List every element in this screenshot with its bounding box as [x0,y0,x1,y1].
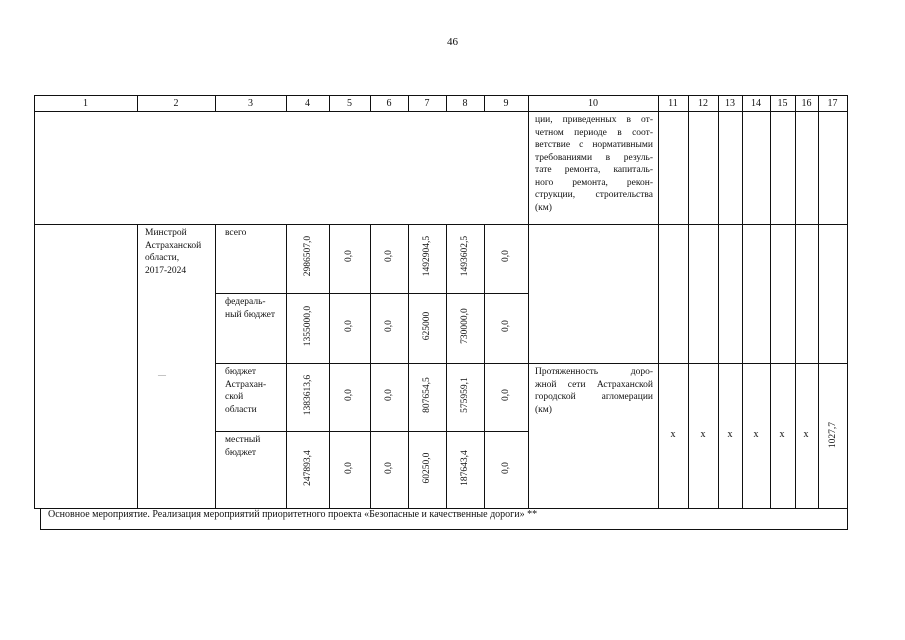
column-line [818,95,819,509]
text-line: Астраханской [145,240,202,251]
value-cell: 0,0 [384,250,394,262]
main-activity-row: Основное мероприятие. Реализация мероприятий приоритетного проекта «Безопасные и качественные дороги» ** [48,509,538,520]
value-cell: 0,0 [344,389,354,401]
text-line: области, [145,253,180,263]
row-separator-line [215,293,528,294]
column-line [528,95,529,509]
value-cell: 60250,0 [422,452,432,484]
column-line [847,95,848,530]
text-line: ветствие с нормативными [535,140,653,150]
text-line: городской агломерации [535,392,653,402]
value-cell: 1355000,0 [303,305,313,347]
column-header: 6 [386,98,392,109]
scan-mark: — [158,370,166,379]
value-cell: 625000 [422,311,432,341]
column-line [770,95,771,509]
row-separator-line [215,431,528,432]
column-line [795,95,796,509]
value-cell: 2986507,0 [303,235,313,277]
header-bottom-line [34,111,847,112]
text-line: ного ремонта, рекон- [535,177,653,188]
column-header: 8 [462,98,468,109]
text-line: тате ремонта, капиталь- [535,165,653,175]
text-line: (км) [535,404,552,415]
text-line: Протяженность доро- [535,367,653,377]
column-line [446,224,447,509]
value-cell: 0,0 [501,462,511,474]
column-header: 4 [305,98,310,109]
text-line: 2017-2024 [145,265,187,276]
value-cell: 247893,4 [303,450,313,486]
text-line: Минстрой [145,228,187,238]
column-line [40,508,41,530]
funding-source [225,366,285,416]
text-line: федераль- [225,297,266,307]
value-cell: 1492904,5 [422,235,432,277]
x-mark: x [803,429,809,440]
column-header: 11 [668,98,678,109]
column-header: 12 [698,98,708,109]
value-cell: 1493602,5 [460,235,470,277]
funding-source [225,434,285,459]
value-cell: 1383613,6 [303,374,313,416]
text-line: местный [225,435,261,445]
text-line: Астрахан- [225,379,267,390]
value-cell: 0,0 [501,320,511,332]
page-number: 46 [447,36,458,48]
column-header: 10 [588,98,598,109]
column-line [286,224,287,509]
value-cell: 0,0 [344,320,354,332]
column-line [137,224,138,509]
value-cell: 0,0 [384,389,394,401]
text-line: области [225,404,257,415]
text-line: ный бюджет [225,309,276,320]
text-line: бюджет [225,367,257,377]
table-bottom-border [40,529,848,530]
column-line [742,95,743,509]
executor-cell [145,227,215,277]
value-cell: 0,0 [344,462,354,474]
value-cell: 0,0 [501,389,511,401]
text-line: (км) [535,202,552,213]
text-line: ской [225,392,244,402]
column-header: 3 [248,98,253,109]
text-line: четном периоде в соот- [535,127,653,138]
column-line [215,224,216,509]
x-mark: x [727,429,733,440]
value-cell: 0,0 [344,250,354,262]
column-line [329,224,330,509]
column-header: 13 [725,98,735,109]
value-cell: 187643,4 [460,450,470,486]
text-line: струкции, строительства [535,190,653,200]
value-cell-17: 1027,7 [828,421,838,449]
column-line [688,95,689,509]
column-header: 7 [424,98,430,109]
column-line [718,95,719,509]
value-cell: 0,0 [501,250,511,262]
x-mark: x [700,429,706,440]
row-separator-line [34,224,847,225]
column-header: 17 [827,98,838,109]
column-header: 1 [83,98,88,109]
indicator-road-network [535,366,653,416]
column-line [484,224,485,509]
value-cell: 0,0 [384,320,394,332]
column-header: 9 [503,98,509,109]
value-cell: 730000,0 [460,308,470,344]
column-line [658,95,659,509]
value-cell: 0,0 [384,462,394,474]
text-line: всего [225,228,247,238]
indicator-text-continued [535,114,653,214]
column-header: 16 [801,98,812,109]
text-line: бюджет [225,447,257,458]
x-mark: x [670,429,676,440]
column-line [370,224,371,509]
text-line: жной сети Астраханской [535,379,653,390]
x-mark: x [753,429,759,440]
column-header: 2 [173,98,179,109]
x-mark: x [779,429,785,440]
column-header: 15 [777,98,788,109]
text-line: требованиями в резуль- [535,152,653,163]
column-line [34,95,35,509]
value-cell: 575959,1 [460,377,470,413]
text-line: ции, приведенных в от- [535,115,653,125]
column-header: 5 [347,98,352,109]
value-cell: 807654,5 [422,377,432,413]
funding-source [225,296,285,321]
funding-source [225,227,285,240]
column-line [408,224,409,509]
column-header: 14 [751,98,761,109]
